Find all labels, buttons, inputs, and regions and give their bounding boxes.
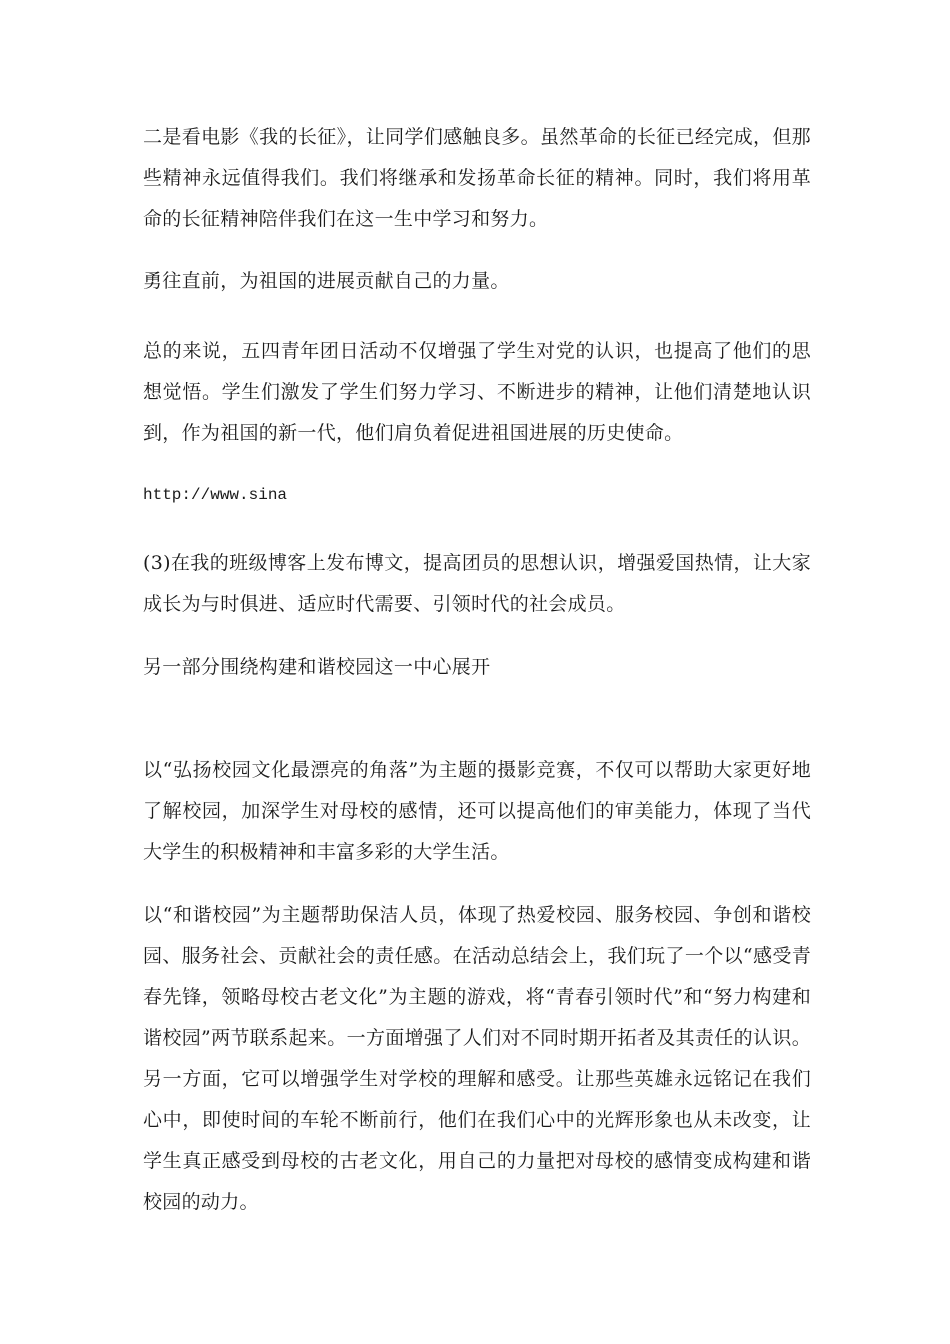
paragraph-photo-contest: 以“弘扬校园文化最漂亮的角落”为主题的摄影竞赛，不仅可以帮助大家更好地了解校园，加深学生对母校的感情，还可以提高他们的审美能力，体现了当代大学生的积极精神和丰富多彩的大学生活。 (143, 759, 811, 863)
paragraph-long-march-film: 二是看电影《我的长征》，让同学们感触良多。虽然革命的长征已经完成，但那些精神永远值得我们。我们将继承和发扬革命长征的精神。同时，我们将用革命的长征精神陪伴我们在这一生中学习和努力。 (143, 126, 811, 230)
paragraph-harmonious-campus-activity: 以“和谐校园”为主题帮助保洁人员，体现了热爱校园、服务校园、争创和谐校园、服务社会、贡献社会的责任感。在活动总结会上，我们玩了一个以“感受青春先锋，领略母校古老文化”为主题的游戏，将“青春引领时代”和“努力构建和谐校园”两节联系起来。一方面增强了人们对不同时期开拓者及其责任的认识。另一方面，它可以增强学生对学校的理解和感受。让那些英雄永远铭记在我们心中，即使时间的车轮不断前行，他们在我们心中的光辉形象也从未改变，让学生真正感受到母校的古老文化，用自己的力量把对母校的感情变成构建和谐校园的动力。 (143, 904, 811, 1213)
paragraph-harmonious-campus-heading: 另一部分围绕构建和谐校园这一中心展开 (143, 656, 491, 678)
paragraph-forge-ahead: 勇往直前，为祖国的进展贡献自己的力量。 (143, 270, 510, 292)
paragraph-url: http://www.sina (143, 486, 288, 504)
paragraph-summary: 总的来说，五四青年团日活动不仅增强了学生对党的认识，也提高了他们的思想觉悟。学生们激发了学生们努力学习、不断进步的精神，让他们清楚地认识到，作为祖国的新一代，他们肩负着促进祖国进展的历史使命。 (143, 340, 811, 444)
paragraph-class-blog: (3)在我的班级博客上发布博文，提高团员的思想认识，增强爱国热情，让大家成长为与时俱进、适应时代需要、引领时代的社会成员。 (143, 552, 811, 615)
